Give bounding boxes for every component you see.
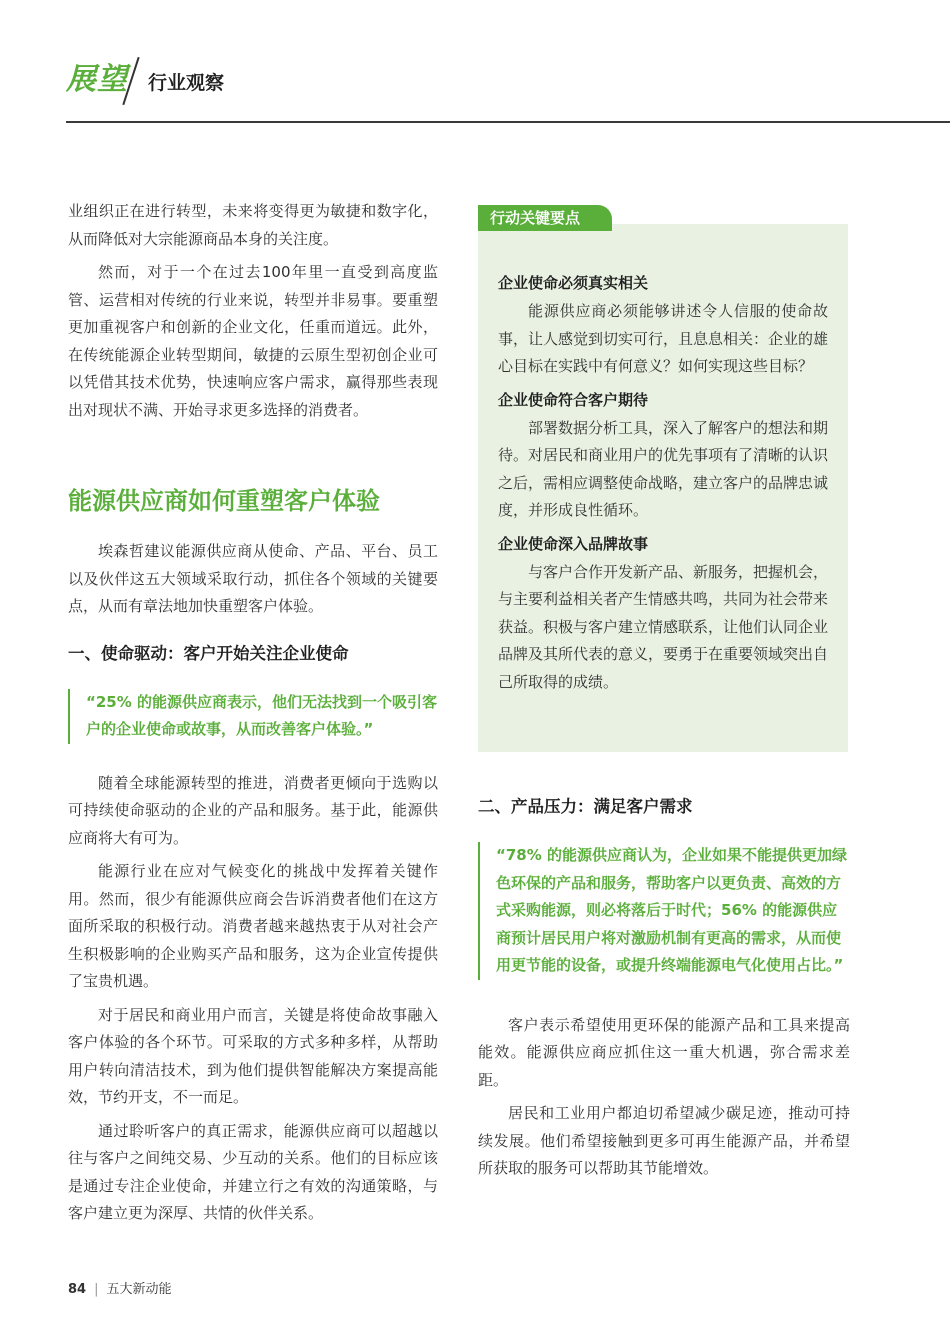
paragraph-9: 居民和工业用户都迫切希望减少碳足迹，推动可持续发展。他们希望接触到更多可再生能源产品，并希望所获取的服务可以帮助其节能增效。 — [478, 1104, 850, 1177]
magazine-logo: 展望 — [66, 62, 128, 97]
paragraph-3: 埃森哲建议能源供应商从使命、产品、平台、员工以及伙伴这五大领域采取行动，抓住各个领域的关键要点，从而有章法地加快重塑客户体验。 — [68, 542, 438, 615]
paragraph-4: 随着全球能源转型的推进，消费者更倾向于选购以可持续使命驱动的企业的产品和服务。基于此，能源供应商将大有可为。 — [68, 773, 438, 847]
key-point-text: 与客户合作开发新产品、新服务，把握机会，与主要利益相关者产生情感共鸣，共同为社会带来获益。积极与客户建立情感联系，让他们认同企业品牌及其所代表的意义，要勇于在重要领域突出自己所取得的成绩。 — [498, 562, 829, 691]
header-rule — [66, 121, 950, 123]
paragraph-8: 客户表示希望使用更环保的能源产品和工具来提高能效。能源供应商应抓住这一重大机遇，弥合需求差距。 — [478, 1015, 850, 1089]
key-point-title: 企业使命符合客户期待 — [498, 390, 649, 409]
key-point-title: 企业使命必须真实相关 — [498, 274, 649, 292]
page-header — [0, 0, 950, 126]
paragraph-5: 能源行业在应对气候变化的挑战中发挥着关键作用。然而，很少有能源供应商会告诉消费者他们在这方面所采取的积极行动。消费者越来越热衷于从对社会产生积极影响的企业购买产品和服务，这为企业宣传提供了宝贵机遇。 — [68, 862, 438, 990]
left-column — [68, 198, 438, 1234]
subheading-mission: 一、使命驱动：客户开始关注企业使命 — [68, 643, 349, 663]
section-title: 行业观察 — [148, 72, 225, 94]
key-points-tab: 行动关键要点 — [478, 205, 612, 231]
key-point-text: 部署数据分析工具，深入了解客户的想法和期待。对居民和商业用户的优先事项有了清晰的认识之后，需相应调整使命战略，建立客户的品牌忠诚度，并形成良性循环。 — [498, 418, 829, 519]
page-number: 84 — [68, 1282, 87, 1297]
publication-title: 五大新动能 — [106, 1282, 172, 1297]
paragraph-1: 业组织正在进行转型，未来将变得更为敏捷和数字化，从而降低对大宗能源商品本身的关注度。 — [68, 202, 438, 248]
key-point-text: 能源供应商必须能够讲述令人信服的使命故事，让人感觉到切实可行，且息息相关：企业的雄心目标在实践中有何意义？如何实现这些目标？ — [498, 302, 829, 375]
quote-mission: “25% 的能源供应商表示，他们无法找到一个吸引客户的企业使命或故事，从而改善客户体验。” — [68, 689, 438, 744]
paragraph-7: 通过聆听客户的真正需求，能源供应商可以超越以往与客户之间纯交易、少互动的关系。他们的目标应该是通过专注企业使命，并建立行之有效的沟通策略，与客户建立更为深厚、共情的伙伴关系。 — [68, 1121, 438, 1222]
article-heading: 能源供应商如何重塑客户体验 — [68, 487, 380, 515]
right-column — [478, 204, 850, 1189]
page-footer — [68, 1278, 172, 1297]
footer-separator: | — [94, 1282, 99, 1297]
paragraph-6: 对于居民和商业用户而言，关键是将使命故事融入客户体验的各个环节。可采取的方式多种多样，从帮助用户转向清洁技术，到为他们提供智能解决方案提高能效，节约开支，不一而足。 — [68, 1005, 438, 1106]
subheading-product: 二、产品压力：满足客户需求 — [478, 797, 693, 816]
quote-product: “78% 的能源供应商认为，企业如果不能提供更加绿色环保的产品和服务，帮助客户以更负责、高效的方式采购能源，则必将落后于时代；56% 的能源供应商预计居民用户将对激励机制有更高的需求，从而使用更节能的设备，或提升终端能源电气化使用占比。” — [478, 842, 850, 980]
key-point-title: 企业使命深入品牌故事 — [498, 534, 649, 553]
key-points-box — [478, 209, 848, 752]
paragraph-2: 然而，对于一个在过去100年里一直受到高度监管、运营相对传统的行业来说，转型并非易事。要重塑更加重视客户和创新的企业文化，任重而道远。此外，在传统能源企业转型期间，敏捷的云原生型初创企业可以凭借其技术优势，快速响应客户需求，赢得那些表现出对现状不满、开始寻求更多选择的消费者。 — [68, 263, 438, 419]
